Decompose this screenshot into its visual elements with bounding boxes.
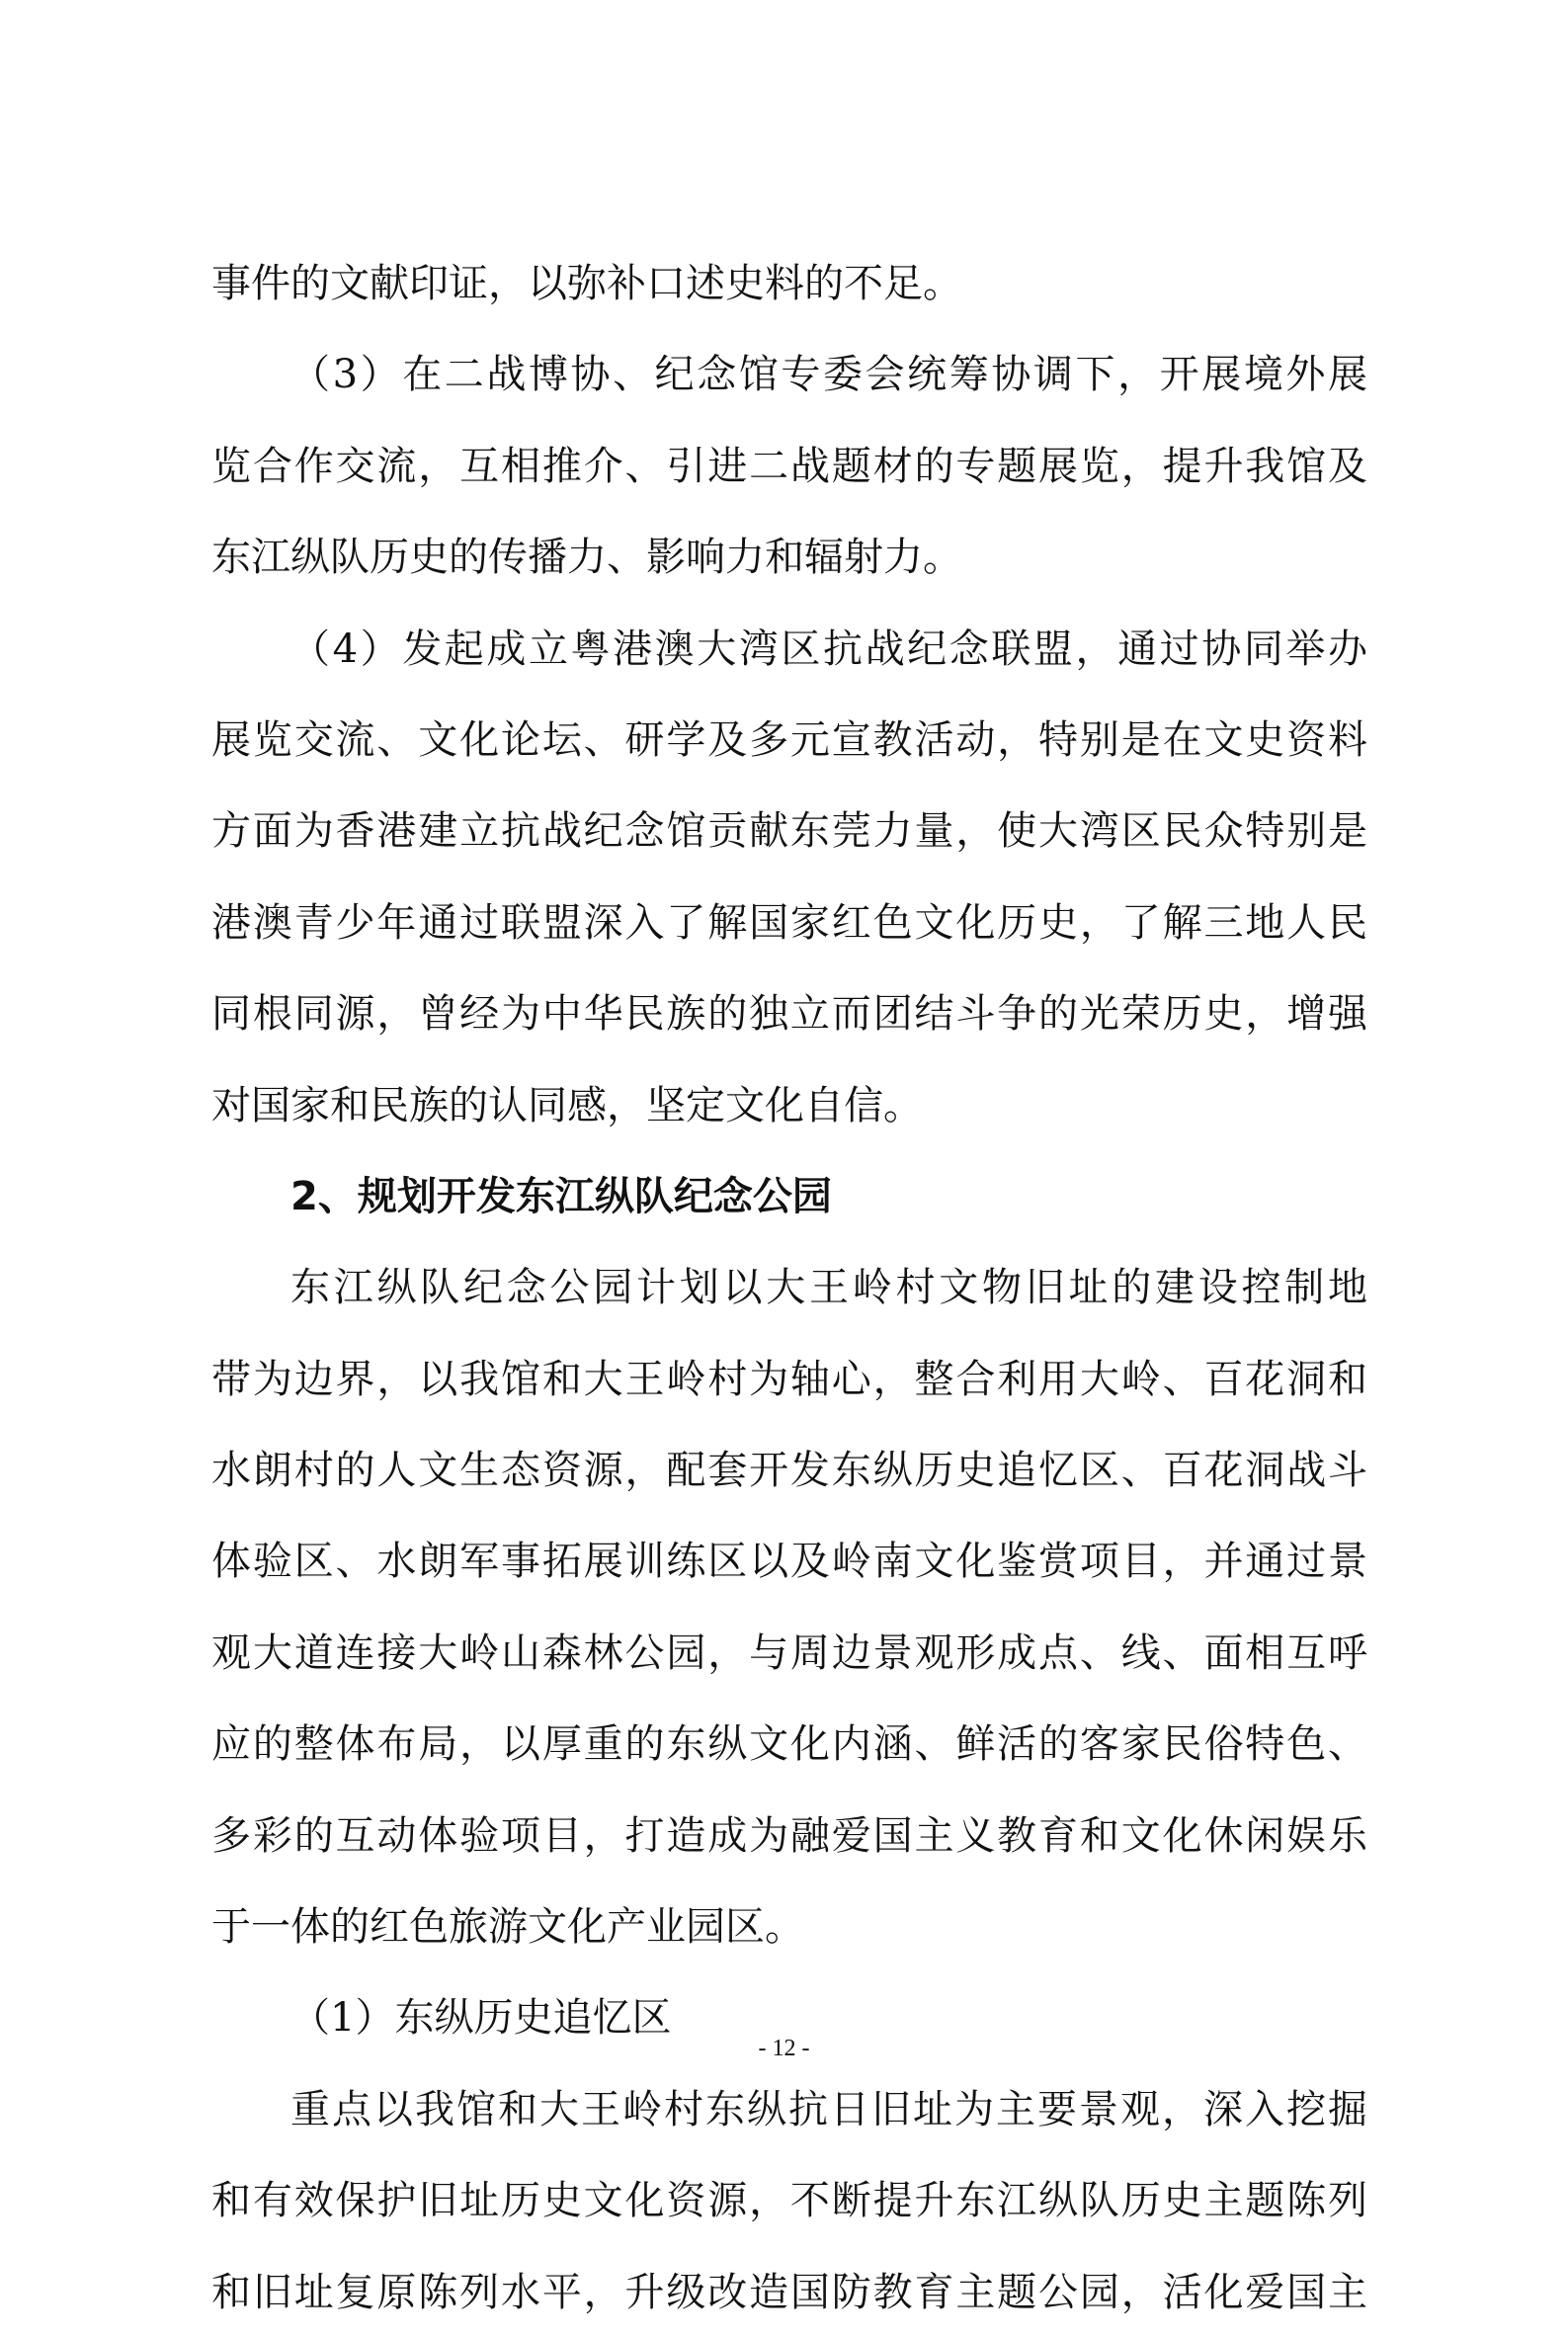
- paragraph-line: 体验区、水朗军事拓展训练区以及岭南文化鉴赏项目，并通过景: [211, 1539, 1367, 1585]
- paragraph-continuation-line: 事件的文献印证，以弥补口述史料的不足。: [211, 261, 962, 306]
- paragraph-line: 于一体的红色旅游文化产业园区。: [211, 1904, 804, 1951]
- paragraph-line: 重点以我馆和大王岭村东纵抗日旧址为主要景观，深入挖掘: [290, 2086, 1367, 2132]
- paragraph-line: 和旧址复原陈列水平，升级改造国防教育主题公园，活化爱国主: [211, 2269, 1367, 2315]
- paragraph-line: 东江纵队纪念公园计划以大王岭村文物旧址的建设控制地: [290, 1265, 1367, 1311]
- paragraph-line: 带为边界，以我馆和大王岭村为轴心，整合利用大岭、百花洞和: [211, 1356, 1367, 1402]
- list-item-4-line: 同根同源，曾经为中华民族的独立而团结斗争的光荣历史，增强: [211, 991, 1367, 1038]
- list-item-4-line: 展览交流、文化论坛、研学及多元宣教活动，特别是在文史资料: [211, 716, 1367, 763]
- list-item-3-line: 览合作交流，互相推介、引进二战题材的专题展览，提升我馆及: [211, 443, 1367, 489]
- paragraph-line: 多彩的互动体验项目，打造成为融爱国主义教育和文化休闲娱乐: [211, 1812, 1367, 1859]
- list-item-4-line: （4）发起成立粤港澳大湾区抗战纪念联盟，通过协同举办: [290, 626, 1367, 672]
- paragraph-line: 观大道连接大岭山森林公园，与周边景观形成点、线、面相互呼: [211, 1629, 1367, 1676]
- paragraph-line: 水朗村的人文生态资源，配套开发东纵历史追忆区、百花洞战斗: [211, 1448, 1367, 1494]
- list-item-4-line: 对国家和民族的认同感，坚定文化自信。: [211, 1082, 923, 1128]
- paragraph-line: 和有效保护旧址历史文化资源，不断提升东江纵队历史主题陈列: [211, 2178, 1367, 2224]
- body-text: [211, 238, 1367, 2338]
- paragraph-line: 应的整体布局，以厚重的东纵文化内涵、鲜活的客家民俗特色、: [211, 1721, 1367, 1768]
- list-item-4-line: 方面为香港建立抗战纪念馆贡献东莞力量，使大湾区民众特别是: [211, 808, 1367, 855]
- list-item-3-line: 东江纵队历史的传播力、影响力和辐射力。: [211, 535, 962, 581]
- subsection-heading: （1）东纵历史追忆区: [290, 1995, 672, 2042]
- list-item-4-line: 港澳青少年通过联盟深入了解国家红色文化历史，了解三地人民: [211, 899, 1367, 946]
- page-number: - 12 -: [758, 2036, 810, 2061]
- section-heading: 2、规划开发东江纵队纪念公园: [290, 1173, 832, 1219]
- list-item-3-line: （3）在二战博协、纪念馆专委会统筹协调下，开展境外展: [290, 352, 1367, 398]
